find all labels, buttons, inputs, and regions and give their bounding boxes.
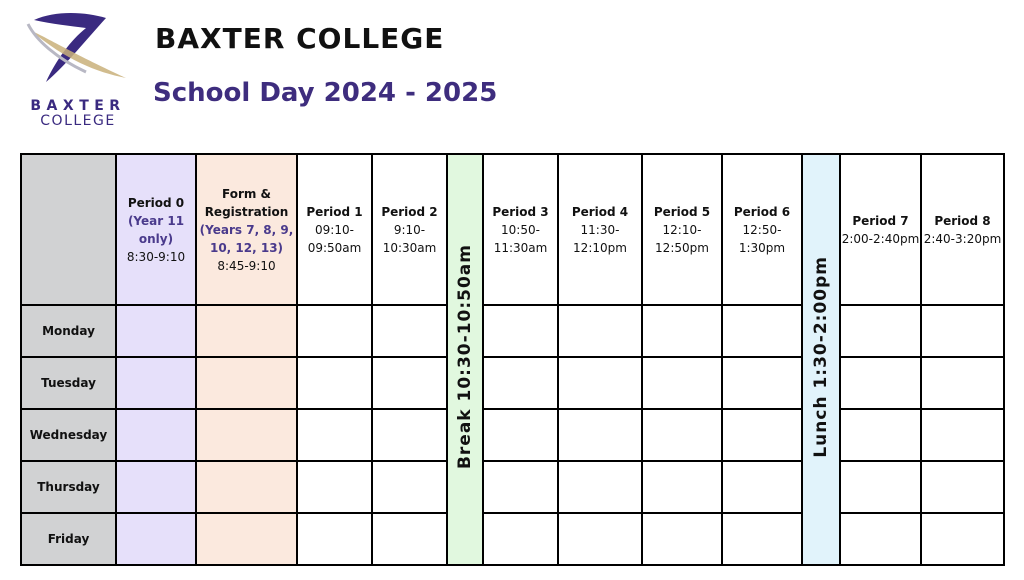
day-label: Monday <box>21 305 116 357</box>
period-6-header <box>722 154 802 305</box>
period-2-name: Period 2 <box>381 204 438 219</box>
slot-period-1 <box>297 513 372 565</box>
slot-period-8 <box>921 357 1004 409</box>
slot-period-7 <box>840 357 921 409</box>
slot-period-4 <box>558 409 642 461</box>
day-label: Wednesday <box>21 409 116 461</box>
period-4-header <box>558 154 642 305</box>
slot-period-6 <box>722 357 802 409</box>
header-row <box>21 154 1004 305</box>
period-3-time: 10:50-11:30am <box>493 222 548 255</box>
slot-period-0 <box>116 461 196 513</box>
college-logo <box>22 10 134 129</box>
period-3-header <box>483 154 558 305</box>
slot-period-6 <box>722 461 802 513</box>
day-row-friday <box>21 513 1004 565</box>
period-7-time: 2:00-2:40pm <box>841 231 920 246</box>
slot-period-5 <box>642 357 722 409</box>
period-5-header <box>642 154 722 305</box>
slot-period-5 <box>642 513 722 565</box>
slot-form <box>196 513 297 565</box>
page-subtitle: School Day 2024 - 2025 <box>153 78 498 108</box>
slot-period-5 <box>642 461 722 513</box>
slot-period-1 <box>297 305 372 357</box>
slot-form <box>196 461 297 513</box>
slot-period-4 <box>558 461 642 513</box>
day-label: Thursday <box>21 461 116 513</box>
slot-period-0 <box>116 409 196 461</box>
slot-period-4 <box>558 357 642 409</box>
period-5-time: 12:10-12:50pm <box>655 222 709 255</box>
slot-period-3 <box>483 409 558 461</box>
slot-form <box>196 305 297 357</box>
period-1-time: 09:10-09:50am <box>307 222 362 255</box>
slot-period-8 <box>921 305 1004 357</box>
period-8-time: 2:40-3:20pm <box>923 231 1002 246</box>
period-2-time: 9:10-10:30am <box>382 222 437 255</box>
day-label: Tuesday <box>21 357 116 409</box>
page-title: BAXTER COLLEGE <box>155 22 445 55</box>
slot-period-4 <box>558 513 642 565</box>
logo-swoosh-icon <box>26 10 130 90</box>
slot-period-1 <box>297 409 372 461</box>
slot-period-6 <box>722 513 802 565</box>
slot-period-1 <box>297 357 372 409</box>
day-row-thursday <box>21 461 1004 513</box>
period-6-time: 12:50-1:30pm <box>738 222 786 255</box>
slot-period-3 <box>483 461 558 513</box>
period-4-time: 11:30-12:10pm <box>573 222 627 255</box>
period-0-name: Period 0 <box>127 195 185 210</box>
form-note: (Years 7, 8, 9, 10, 12, 13) <box>199 222 294 255</box>
slot-period-8 <box>921 513 1004 565</box>
slot-period-7 <box>840 513 921 565</box>
slot-form <box>196 357 297 409</box>
period-8-header <box>921 154 1004 305</box>
slot-form <box>196 409 297 461</box>
slot-period-3 <box>483 357 558 409</box>
corner-cell <box>21 154 116 305</box>
break-label: Break 10:30-10:50am <box>455 244 475 470</box>
lunch-column <box>802 154 840 565</box>
slot-period-8 <box>921 409 1004 461</box>
period-1-name: Period 1 <box>306 204 363 219</box>
slot-period-2 <box>372 513 447 565</box>
form-registration-header <box>196 154 297 305</box>
slot-period-8 <box>921 461 1004 513</box>
slot-period-2 <box>372 305 447 357</box>
slot-period-4 <box>558 305 642 357</box>
period-3-name: Period 3 <box>492 204 549 219</box>
slot-period-3 <box>483 513 558 565</box>
day-row-tuesday <box>21 357 1004 409</box>
form-name: Form & Registration <box>204 186 289 219</box>
period-1-header <box>297 154 372 305</box>
slot-period-3 <box>483 305 558 357</box>
slot-period-2 <box>372 357 447 409</box>
logo-word-baxter: BAXTER <box>30 98 126 114</box>
period-6-name: Period 6 <box>733 204 791 219</box>
slot-period-7 <box>840 305 921 357</box>
day-label: Friday <box>21 513 116 565</box>
slot-period-2 <box>372 461 447 513</box>
slot-period-2 <box>372 409 447 461</box>
day-row-wednesday <box>21 409 1004 461</box>
period-4-name: Period 4 <box>571 204 629 219</box>
day-row-monday <box>21 305 1004 357</box>
slot-period-0 <box>116 513 196 565</box>
break-column <box>447 154 483 565</box>
logo-word-college: COLLEGE <box>40 113 116 129</box>
slot-period-0 <box>116 305 196 357</box>
slot-period-7 <box>840 461 921 513</box>
slot-period-5 <box>642 409 722 461</box>
slot-period-1 <box>297 461 372 513</box>
lunch-label: Lunch 1:30-2:00pm <box>811 256 831 458</box>
period-2-header <box>372 154 447 305</box>
period-0-header <box>116 154 196 305</box>
slot-period-5 <box>642 305 722 357</box>
period-5-name: Period 5 <box>653 204 711 219</box>
period-7-header <box>840 154 921 305</box>
form-time: 8:45-9:10 <box>217 258 276 273</box>
slot-period-7 <box>840 409 921 461</box>
period-0-time: 8:30-9:10 <box>126 249 186 264</box>
slot-period-6 <box>722 305 802 357</box>
period-0-note: (Year 11 only) <box>127 213 185 246</box>
slot-period-6 <box>722 409 802 461</box>
slot-period-0 <box>116 357 196 409</box>
period-7-name: Period 7 <box>852 213 909 228</box>
timetable <box>20 153 1005 566</box>
period-8-name: Period 8 <box>934 213 991 228</box>
